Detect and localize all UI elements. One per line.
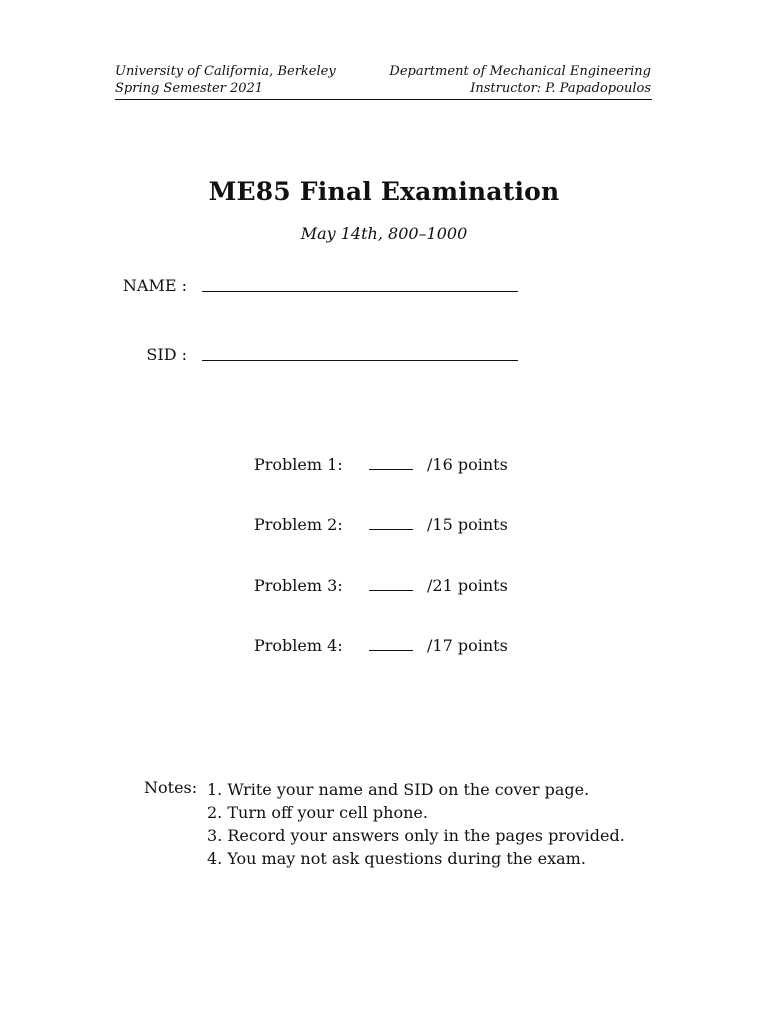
name-label: NAME : [122,276,187,295]
header-right [389,63,651,97]
sid-field-line[interactable] [202,360,518,361]
notes-label: Notes: [144,778,198,797]
sid-label: SID : [146,345,187,364]
problem-3-label: Problem 3: [254,576,343,595]
note-item: 3. Record your answers only in the pages provided. [207,826,625,845]
problem-2-score-blank[interactable] [369,529,413,530]
exam-date-time: May 14th, 800–1000 [300,224,468,243]
note-item: 4. You may not ask questions during the exam. [207,849,586,868]
problem-4-points: /17 points [427,636,508,655]
note-item: 1. Write your name and SID on the cover page. [207,780,590,799]
note-item: 2. Turn off your cell phone. [207,803,428,822]
notes-list [207,778,625,870]
problem-1-score-blank[interactable] [369,469,413,470]
name-field-line[interactable] [202,291,518,292]
semester: Spring Semester 2021 [115,81,264,96]
problem-3-score-blank[interactable] [369,590,413,591]
problem-2-points: /15 points [427,515,508,534]
problem-2-label: Problem 2: [254,515,343,534]
problem-3-points: /21 points [427,576,508,595]
header-left [115,63,336,97]
problem-4-score-blank[interactable] [369,650,413,651]
department-name: Department of Mechanical Engineering [389,64,651,79]
problem-1-label: Problem 1: [254,455,343,474]
instructor: Instructor: P. Papadopoulos [470,81,651,96]
problem-1-points: /16 points [427,455,508,474]
university-name: University of California, Berkeley [115,64,336,79]
problem-4-label: Problem 4: [254,636,343,655]
header-divider [115,99,652,100]
page-title: ME85 Final Examination [208,177,560,206]
